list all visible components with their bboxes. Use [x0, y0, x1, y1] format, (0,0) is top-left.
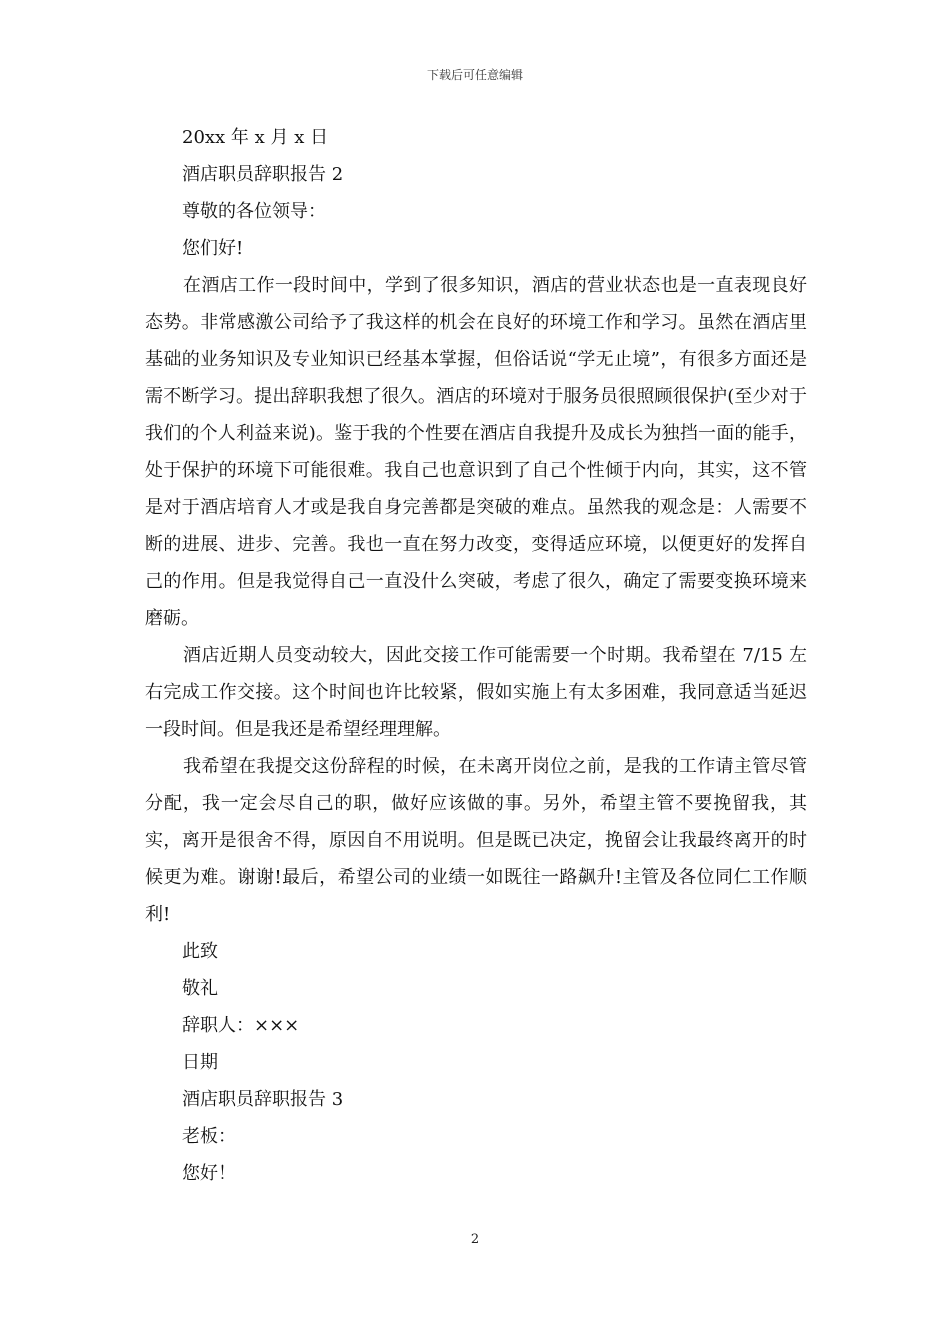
date-label: 日期	[182, 1052, 218, 1073]
page-number: 2	[470, 1232, 480, 1247]
document-body	[145, 119, 807, 1192]
salutation: 尊敬的各位领导：	[182, 201, 326, 222]
date-line: 20xx 年 x 月 x 日	[182, 127, 329, 148]
greeting: 您们好!	[182, 238, 244, 259]
closing-line-1: 此致	[182, 941, 218, 962]
greeting-3: 您好！	[182, 1163, 236, 1184]
body-paragraph-1: 在酒店工作一段时间中，学到了很多知识，酒店的营业状态也是一直表现良好态势。非常感激公司给予了我这样的机会在良好的环境工作和学习。虽然在酒店里基础的业务知识及专业知识已经基本掌握，但俗话说“学无止境”，有很多方面还是需不断学习。提出辞职我想了很久。酒店的环境对于服务员很照顾很保护(至少对于我们的个人利益来说)。鉴于我的个性要在酒店自我提升及成长为独挡一面的能手，处于保护的环境下可能很难。我自己也意识到了自己个性倾于内向，其实，这不管是对于酒店培育人才或是我自身完善都是突破的难点。虽然我的观念是：人需要不断的进展、进步、完善。我也一直在努力改变，变得适应环境，以便更好的发挥自己的作用。但是我觉得自己一直没什么突破，考虑了很久，确定了需要变换环境来磨砺。	[145, 275, 807, 629]
body-paragraph-3: 我希望在我提交这份辞程的时候，在未离开岗位之前，是我的工作请主管尽管分配，我一定会尽自己的职，做好应该做的事。另外，希望主管不要挽留我，其实，离开是很舍不得，原因自不用说明。但是既已决定，挽留会让我最终离开的时候更为难。谢谢!最后，希望公司的业绩一如既往一路飙升!主管及各位同仁工作顺利!	[145, 756, 807, 925]
signer-line: 辞职人：×××	[182, 1015, 300, 1036]
report-title-3: 酒店职员辞职报告 3	[182, 1089, 344, 1110]
page-header: 下载后可任意编辑	[426, 68, 523, 82]
salutation-3: 老板：	[182, 1126, 236, 1147]
closing-line-2: 敬礼	[182, 978, 218, 999]
report-title-2: 酒店职员辞职报告 2	[182, 164, 344, 185]
body-paragraph-2: 酒店近期人员变动较大，因此交接工作可能需要一个时期。我希望在 7/15 左右完成工作交接。这个时间也许比较紧，假如实施上有太多困难，我同意适当延迟一段时间。但是我还是希望经理理解。	[145, 645, 807, 740]
